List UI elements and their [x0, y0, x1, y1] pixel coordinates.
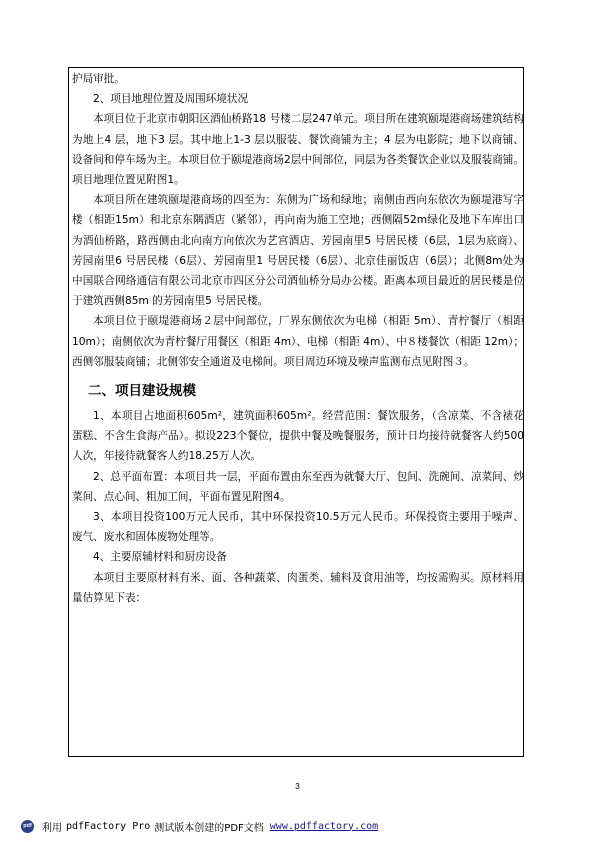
document-body [72, 69, 524, 608]
footer-link[interactable]: www.pdffactory.com [269, 820, 379, 832]
section-title: 二、项目建设规模 [88, 383, 196, 400]
footer-prefix: 利用 [42, 822, 62, 834]
paragraph-location: 本项目位于北京市朝阳区酒仙桥路18 号楼二层247单元。项目所在建筑颐堤港商场建筑结构为地上4 层，地下3 层。其中地上1-3 层以服装、餐饮商铺为主；4 层为电影院；地下以商铺、设备间和停车场为主。本项目位于颐堤港商场2层中间部位，同层为各类餐饮企业以及服装商铺。项目地理位置见附图1。 [72, 113, 524, 187]
subheading-location: 2、项目地理位置及周围环境状况 [93, 93, 249, 106]
subheading-materials: 4、主要原辅材料和厨房设备 [93, 551, 227, 564]
paragraph-layout: 2、总平面布置：本项目共一层，平面布置由东至西为就餐大厅、包间、洗碗间、凉菜间、炒菜间、点心间、粗加工间，平面布置见附图4。 [72, 470, 524, 503]
paragraph-surroundings: 本项目所在建筑颐堤港商场的四至为：东侧为广场和绿地；南侧由西向东依次为颐堤港写字楼（相距15m）和北京东隅酒店（紧邻），再向南为施工空地；西侧隔52m绿化及地下车库出口为酒仙桥路，路西侧由北向南方向依次为艺宫酒店、芳园南里5 号居民楼（6层，1层为底商）、芳园南里6 号居民楼（6层）、芳园南里1 号居民楼（6层）、北京佳丽饭店（6层）；北侧8m处为中国联合网络通信有限公司北京市四区分公司酒仙桥分局办公楼。距离本项目最近的居民楼是位于建筑西侧85m 的芳园南里5 号居民楼。 [72, 194, 524, 308]
paragraph-investment: 3、本项目投资100万元人民币，其中环保投资10.5万元人民币。环保投资主要用于噪声、废气、废水和固体废物处理等。 [72, 511, 524, 544]
paragraph-area: 1、本项目占地面积605m²，建筑面积605m²。经营范围：餐饮服务，（含凉菜、不含裱花蛋糕、不含生食海产品）。拟设223个餐位，提供中餐及晚餐服务，预计日均接待就餐客人约500人次，年接待就餐客人约18.25万人次。 [72, 410, 524, 463]
page-number: 3 [295, 782, 300, 791]
footer-suffix: 测试版本创建的PDF文档 [154, 822, 264, 834]
footer-product: pdfFactory Pro [66, 820, 151, 832]
paragraph-boundary: 本项目位于颐堤港商场２层中间部位，厂界东侧依次为电梯（相距 5m）、青柠餐厅（相距 10m）；南侧依次为青柠餐厅用餐区（相距 4m）、电梯（相距 4m）、中８楼餐饮（相距 12m）；西侧邻服装商铺；北侧邻安全通道及电梯间。项目周边环境及噪声监测布点见附图３。 [72, 315, 524, 368]
pdf-footer [21, 815, 378, 837]
paragraph-continuation: 护局审批。 [72, 73, 125, 85]
pdffactory-logo-icon: pdf [21, 820, 34, 833]
paragraph-materials: 本项目主要原材料有米、面、各种蔬菜、肉蛋类、辅料及食用油等，均按需购买。原材料用量估算见下表： [72, 571, 524, 604]
